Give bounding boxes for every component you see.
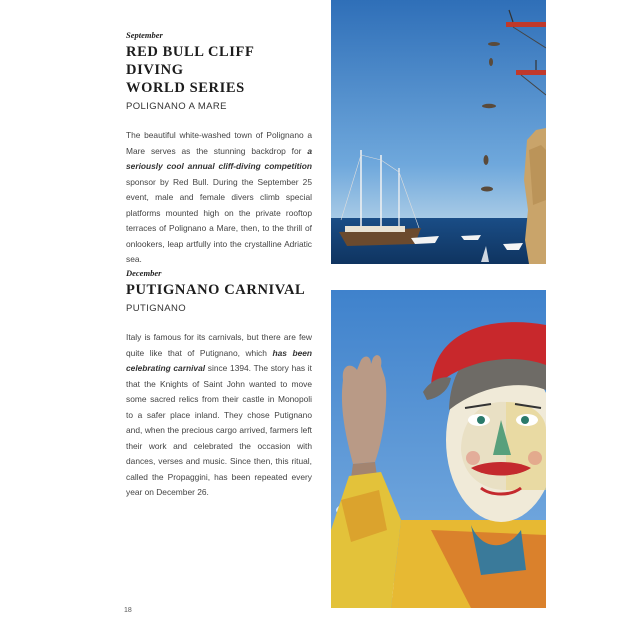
body-text: Italy is famous for its carnivals, but there are few quite like that of Putignano, which [126, 332, 312, 358]
section-title-line: WORLD SERIES [126, 80, 245, 96]
carnival-puppet-photo [331, 290, 546, 608]
section-location: PUTIGNANO [126, 303, 187, 314]
cliff-diving-photo [331, 0, 546, 264]
section-cliff-diving [126, 30, 312, 268]
section-month: September [126, 30, 163, 40]
section-body [126, 128, 312, 268]
section-title-line: RED BULL CLIFF DIVING [126, 44, 254, 78]
section-title [126, 43, 312, 97]
body-text: sponsor by Red Bull. During the September 25 event, male and female divers climb special platforms mounted high on the private rooftop terraces of Polignano a Mare, then, to the thrill of onlookers, leap artfully into the crystalline Adriatic sea. [126, 176, 312, 264]
section-title: PUTIGNANO CARNIVAL [126, 282, 306, 298]
body-text: The beautiful white-washed town of Polignano a Mare serves as the stunning backdrop for [126, 130, 312, 156]
page-number: 18 [124, 607, 132, 614]
body-emphasis: has been celebrating carnival [126, 347, 312, 373]
section-month: December [126, 268, 162, 278]
body-emphasis: a seriously cool annual cliff-diving competition [126, 145, 312, 171]
body-text: since 1394. The story has it that the Knights of Saint John wanted to move some sacred relics from their castle in Monopoli to a safer place inland. They chose Putignano and, when the precious cargo arrived, farmers left their work and celebrated the occasion with dances, verses and music. Since then, this ritual, called the Propaggini, has been repeated every year on December 26. [126, 363, 312, 497]
sky [331, 0, 546, 220]
section-carnival [126, 268, 312, 501]
section-location: POLIGNANO A MARE [126, 101, 227, 112]
section-body [126, 330, 312, 501]
